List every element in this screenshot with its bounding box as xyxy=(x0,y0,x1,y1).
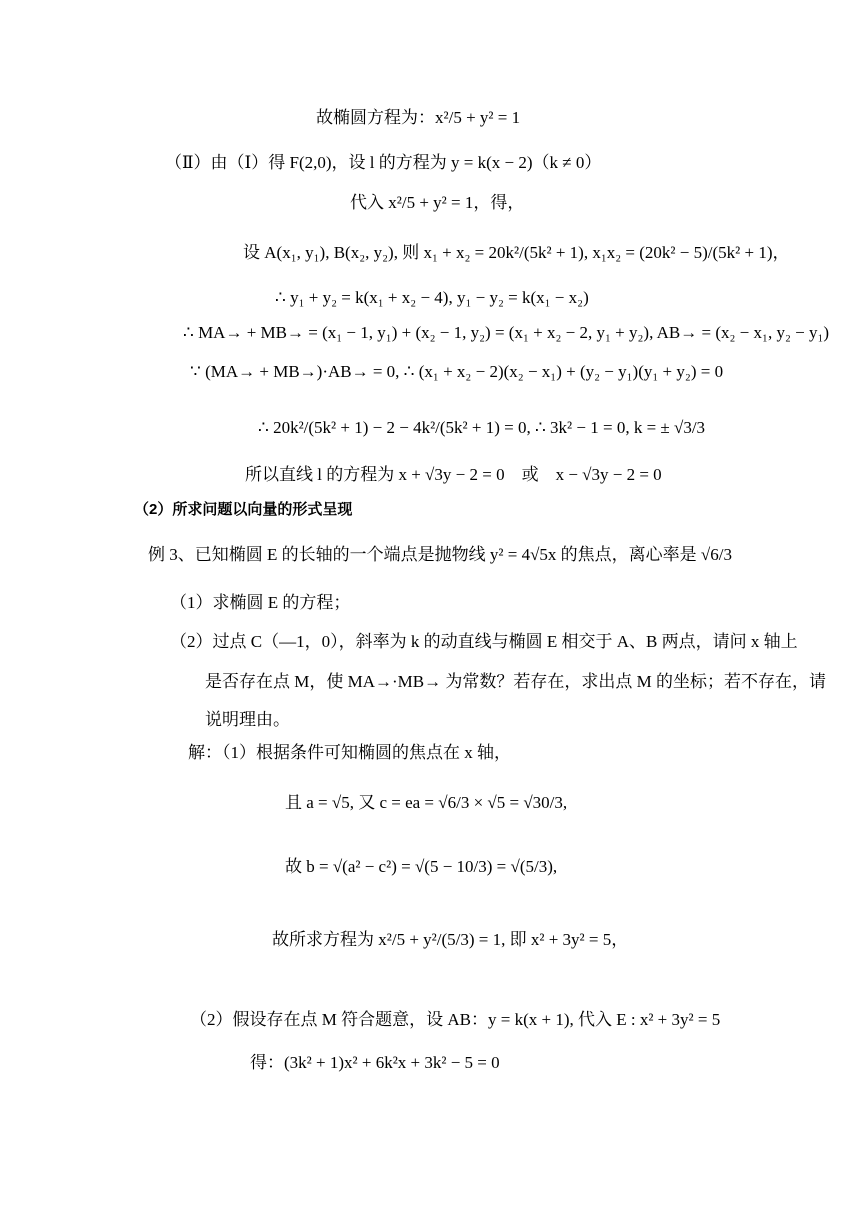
ellipse-equation-line: 故椭圆方程为：x²/5 + y² = 1 xyxy=(316,108,521,127)
section-heading: （2）所求问题以向量的形式呈现 xyxy=(134,501,353,518)
line-equation-answer: 所以直线 l 的方程为 x + √3y − 2 = 0 或 x − √3y − 2 = 0 xyxy=(245,465,662,484)
question-2-line-1: （2）过点 C（—1，0），斜率为 k 的动直线与椭圆 E 相交于 A、B 两点，请问 x 轴上 xyxy=(170,632,798,651)
question-1: （1）求椭圆 E 的方程； xyxy=(170,593,351,612)
solve-k-line: ∴ 20k²/(5k² + 1) − 2 − 4k²/(5k² + 1) = 0, ∴ 3k² − 1 = 0, k = ± √3/3 xyxy=(258,418,706,437)
question-2-line-2: 是否存在点 M，使 MA→·MB→ 为常数？若存在，求出点 M 的坐标；若不存在，请 xyxy=(205,672,826,691)
quadratic-equation: 得：(3k² + 1)x² + 6k²x + 3k² − 5 = 0 xyxy=(250,1053,500,1072)
vieta-line: 设 A(x₁, y₁), B(x₂, y₂), 则 x₁ + x₂ = 20k²/(5k² + 1), x₁x₂ = (20k² − 5)/(5k² + 1)， xyxy=(243,243,790,262)
part-two-intro-line: （Ⅱ）由（Ⅰ）得 F(2,0)，设 l 的方程为 y = k(x − 2)（k ≠ 0） xyxy=(165,153,602,172)
b-value: 故 b = √(a² − c²) = √(5 − 10/3) = √(5/3), xyxy=(285,857,558,876)
question-2-line-3: 说明理由。 xyxy=(205,710,290,729)
ellipse-result: 故所求方程为 x²/5 + y²/(5/3) = 1, 即 x² + 3y² = 5， xyxy=(272,930,629,949)
substitute-line: 代入 x²/5 + y² = 1，得， xyxy=(350,193,525,212)
y-sum-diff-line: ∴ y₁ + y₂ = k(x₁ + x₂ − 4), y₁ − y₂ = k(x₁ − x₂) xyxy=(275,288,589,307)
example-3-statement: 例 3、已知椭圆 E 的长轴的一个端点是抛物线 y² = 4√5x 的焦点，离心率是 √6/3 xyxy=(148,545,732,564)
solution-2-intro: （2）假设存在点 M 符合题意，设 AB：y = k(x + 1), 代入 E : x² + 3y² = 5 xyxy=(190,1010,721,1029)
dot-product-line: ∵ (MA→ + MB→)·AB→ = 0, ∴ (x₁ + x₂ − 2)(x₂ − x₁) + (y₂ − y₁)(y₁ + y₂) = 0 xyxy=(190,362,724,381)
a-and-c-values: 且 a = √5, 又 c = ea = √6/3 × √5 = √30/3, xyxy=(285,793,568,812)
solution-1-intro: 解：（1）根据条件可知椭圆的焦点在 x 轴， xyxy=(188,743,511,762)
vector-sum-line: ∴ MA→ + MB→ = (x₁ − 1, y₁) + (x₂ − 1, y₂) = (x₁ + x₂ − 2, y₁ + y₂), AB→ = (x₂ − x₁, y₂ − y₁) xyxy=(183,323,830,342)
